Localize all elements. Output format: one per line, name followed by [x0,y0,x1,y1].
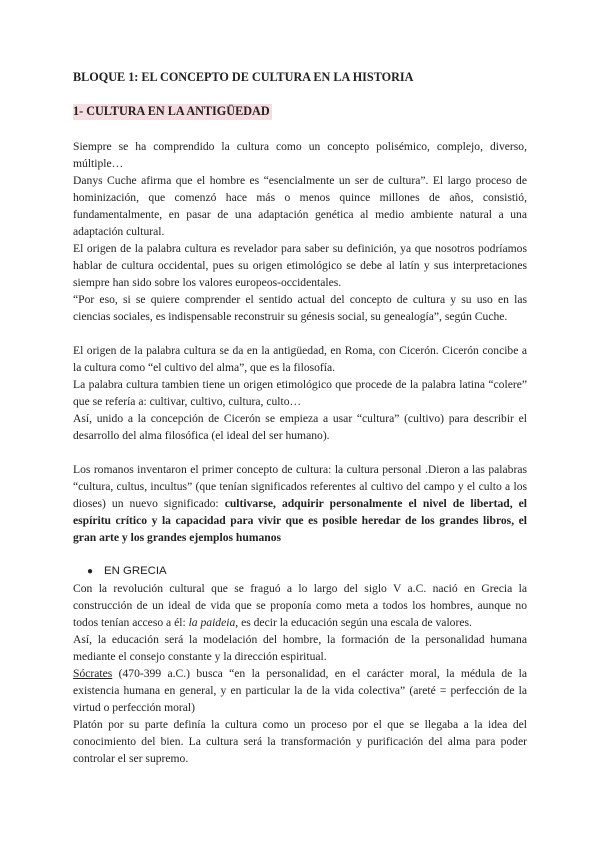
paragraph-text: (470-399 a.C.) busca “en la personalidad, en el carácter moral, la médula de la existencia humana en general, y en particular la de la vida colectiva” (areté = perfección de la virtud o perfección moral) [73,667,527,714]
bullet-label: EN GRECIA [104,565,167,577]
paragraph [73,665,527,716]
paragraph-text: , es decir la educación según una escala de valores. [235,616,472,629]
paragraph-bold-text: cultivarse, adquirir personalmente el nivel de libertad, el espíritu crítico y la capacidad para vivir que es posible heredar de los grandes libros, el gran arte y los grandes ejemplos humanos [73,497,528,544]
paragraph-italic-text: la paideia [188,616,236,629]
bullet-icon: ● [87,566,94,577]
paragraph-text: Los romanos inventaron el primer concepto de cultura: la cultura personal .Dieron a las palabras “cultura, cultus, incultus” (que tenían significados referentes al cultivo del campo y el culto a los dioses) un nuevo significado: [73,463,527,510]
document-title: BLOQUE 1: EL CONCEPTO DE CULTURA EN LA HISTORIA [73,70,414,84]
paragraph-text: Con la revolución cultural que se fraguó a lo largo del siglo V a.C. nació en Grecia la construcción de un ideal de vida que se proponía como meta a todos los hombres, aunque no todos tenían acceso a él: [73,582,527,629]
paragraph: Así, unido a la concepción de Cicerón se empieza a usar “cultura” (cultivo) para describir el desarrollo del alma filosófica (el ideal del ser humano). [73,412,527,442]
paragraph: “Por eso, si se quiere comprender el sentido actual del concepto de cultura y su uso en las ciencias sociales, es indispensable reconstruir su génesis social, su genealogía”, según Cuche. [73,293,527,323]
section-heading: 1- CULTURA EN LA ANTIGÜEDAD [73,104,270,118]
paragraph [73,461,527,546]
paragraph: El origen de la palabra cultura se da en la antigüedad, en Roma, con Cicerón. Cicerón concibe a la cultura como “el cultivo del alma”, que es la filosofía. [73,344,527,374]
paragraph: El origen de la palabra cultura es revelador para saber su definición, ya que nosotros podríamos hablar de cultura occidental, pues su origen etimológico se debe al latín y sus interpretaciones siempre han sido sobre los valores europeos-occidentales. [73,242,527,289]
bullet-item [73,563,527,580]
paragraph [73,580,527,631]
paragraph: La palabra cultura tambien tiene un origen etimológico que procede de la palabra latina “colere” que se refería a: cultivar, cultivo, cultura, culto… [73,378,527,408]
underlined-name: Sócrates [73,667,113,680]
document-body [73,138,527,767]
paragraph: Así, la educación será la modelación del hombre, la formación de la personalidad humana mediante el consejo constante y la dirección espiritual. [73,633,527,663]
paragraph: Siempre se ha comprendido la cultura como un concepto polisémico, complejo, diverso, múltiple… [73,140,527,170]
paragraph: Danys Cuche afirma que el hombre es “esencialmente un ser de cultura”. El largo proceso de hominización, que comenzó hace más o menos quince millones de años, consistió, fundamentalmente, en pasar de una adaptación genética al medio ambiente natural a una adaptación cultural. [73,174,527,238]
paragraph: Platón por su parte definía la cultura como un proceso por el que se llegaba a la idea del conocimiento del bien. La cultura será la transformación y purificación del alma para poder controlar el ser supremo. [73,718,527,765]
